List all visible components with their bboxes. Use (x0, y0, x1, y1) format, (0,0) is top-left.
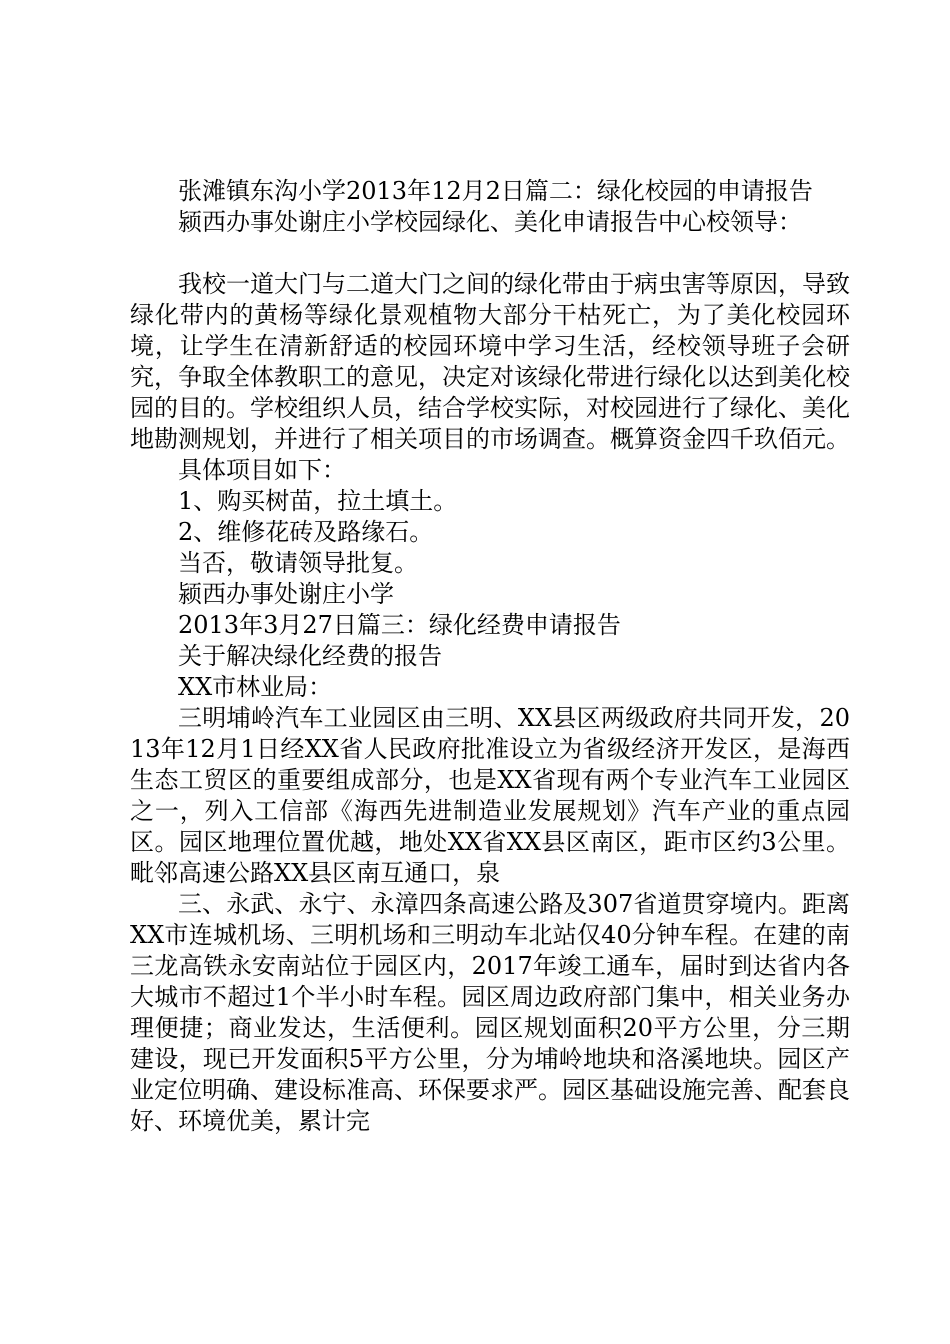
paragraph-items-intro: 具体项目如下： (178, 456, 346, 484)
paragraph-funding-report-title: 关于解决绿化经费的报告 (178, 642, 442, 670)
paragraph-item-2: 2、维修花砖及路缘石。 (178, 518, 434, 546)
paragraph-signature-school: 颍西办事处谢庄小学 (178, 580, 394, 608)
paragraph-date-part-three: 2013年3月27日篇三：绿化经费申请报告 (178, 611, 621, 639)
paragraph-transport-infrastructure: 三、永武、永宁、永漳四条高速公路及307省道贯穿境内。距离XX市连城机场、三明机场和三明动车北站仅40分钟车程。在建的南三龙高铁永安南站位于园区内，2017年竣工通车，届时到达省内各大城市不超过1个半小时车程。园区周边政府部门集中，相关业务办理便捷；商业发达，生活便利。园区规划面积20平方公里，分三期建设，现已开发面积5平方公里，分为埔岭地块和洛溪地块。园区产业定位明确、建设标准高、环保要求严。园区基础设施完善、配套良好、环境优美，累计完 (130, 890, 850, 1135)
document-body (130, 176, 850, 1137)
paragraph-request-approval: 当否，敬请领导批复。 (178, 549, 418, 577)
paragraph-greening-reason: 我校一道大门与二道大门之间的绿化带由于病虫害等原因，导致绿化带内的黄杨等绿化景观植物大部分干枯死亡，为了美化校园环境，让学生在清新舒适的校园环境中学习生活，经校领导班子会研究，争取全体教职工的意见，决定对该绿化带进行绿化以达到美化校园的目的。学校组织人员，结合学校实际，对校园进行了绿化、美化地勘测规划，并进行了相关项目的市场调查。概算资金四千玖佰元。 (130, 270, 850, 453)
paragraph-item-1: 1、购买树苗，拉土填土。 (178, 487, 458, 515)
paragraph-school-date-title: 张滩镇东沟小学2013年12月2日篇二：绿化校园的申请报告 (178, 177, 813, 205)
paragraph-addressee: XX市林业局： (178, 673, 333, 701)
paragraph-industrial-park: 三明埔岭汽车工业园区由三明、XX县区两级政府共同开发，2013年12月1日经XX省人民政府批准设立为省级经济开发区，是海西生态工贸区的重要组成部分，也是XX省现有两个专业汽车工业园区之一，列入工信部《海西先进制造业发展规划》汽车产业的重点园区。园区地理位置优越，地处XX省XX县区南区，距市区约3公里。毗邻高速公路XX县区南互通口，泉 (130, 704, 850, 887)
paragraph-report-heading: 颍西办事处谢庄小学校园绿化、美化申请报告中心校领导： (178, 208, 802, 236)
